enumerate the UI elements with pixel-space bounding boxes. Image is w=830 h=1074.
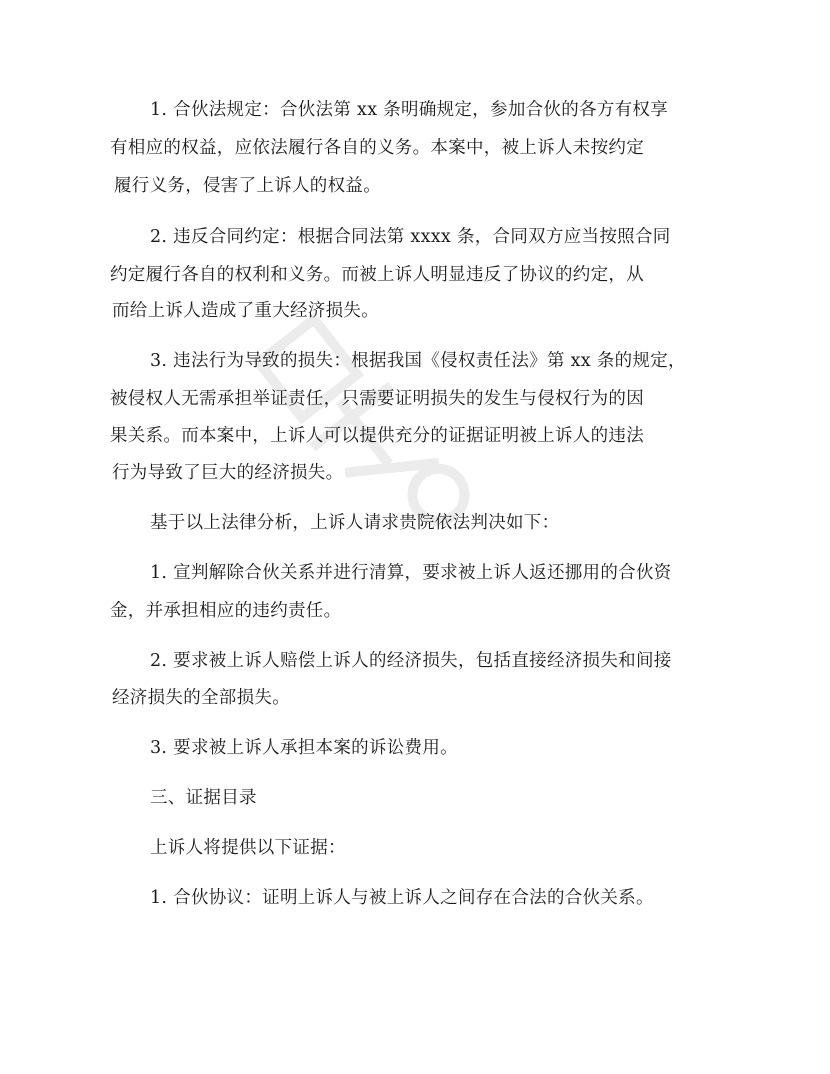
request-2-line-1: 2. 要求被上诉人赔偿上诉人的经济损失，包括直接经济损失和间接	[150, 651, 672, 671]
para-2-line-3: 而给上诉人造成了重大经济损失。	[112, 301, 379, 321]
para-1-line-2: 有相应的权益，应依法履行各自的义务。本案中，被上诉人未按约定	[110, 138, 644, 158]
para-3-line-3: 果关系。而本案中，上诉人可以提供充分的证据证明被上诉人的违法	[110, 426, 644, 446]
evidence-intro: 上诉人将提供以下证据：	[150, 838, 346, 858]
para-3-line-2: 被侵权人无需承担举证责任，只需要证明损失的发生与侵权行为的因	[110, 389, 644, 409]
request-2-line-2: 经济损失的全部损失。	[112, 688, 290, 708]
request-1-line-1: 1. 宣判解除合伙关系并进行清算，要求被上诉人返还挪用的合伙资	[150, 563, 672, 583]
para-2-line-1: 2. 违反合同约定：根据合同法第 xxxx 条，合同双方应当按照合同	[150, 227, 671, 247]
conclusion-intro: 基于以上法律分析，上诉人请求贵院依法判决如下：	[150, 513, 560, 533]
para-3-line-4: 行为导致了巨大的经济损失。	[112, 463, 344, 483]
para-1-line-1: 1. 合伙法规定：合伙法第 xx 条明确规定，参加合伙的各方有权享	[150, 100, 669, 120]
para-3-line-1: 3. 违法行为导致的损失：根据我国《侵权责任法》第 xx 条的规定，	[150, 351, 686, 371]
section-heading: 三、证据目录	[150, 788, 257, 808]
evidence-item-1: 1. 合伙协议：证明上诉人与被上诉人之间存在合法的合伙关系。	[150, 888, 654, 908]
para-2-line-2: 约定履行各自的权利和义务。而被上诉人明显违反了协议的约定，从	[110, 265, 644, 285]
request-3: 3. 要求被上诉人承担本案的诉讼费用。	[150, 738, 458, 758]
para-1-line-3: 履行义务，侵害了上诉人的权益。	[114, 176, 381, 196]
request-1-line-2: 金，并承担相应的违约责任。	[110, 601, 342, 621]
